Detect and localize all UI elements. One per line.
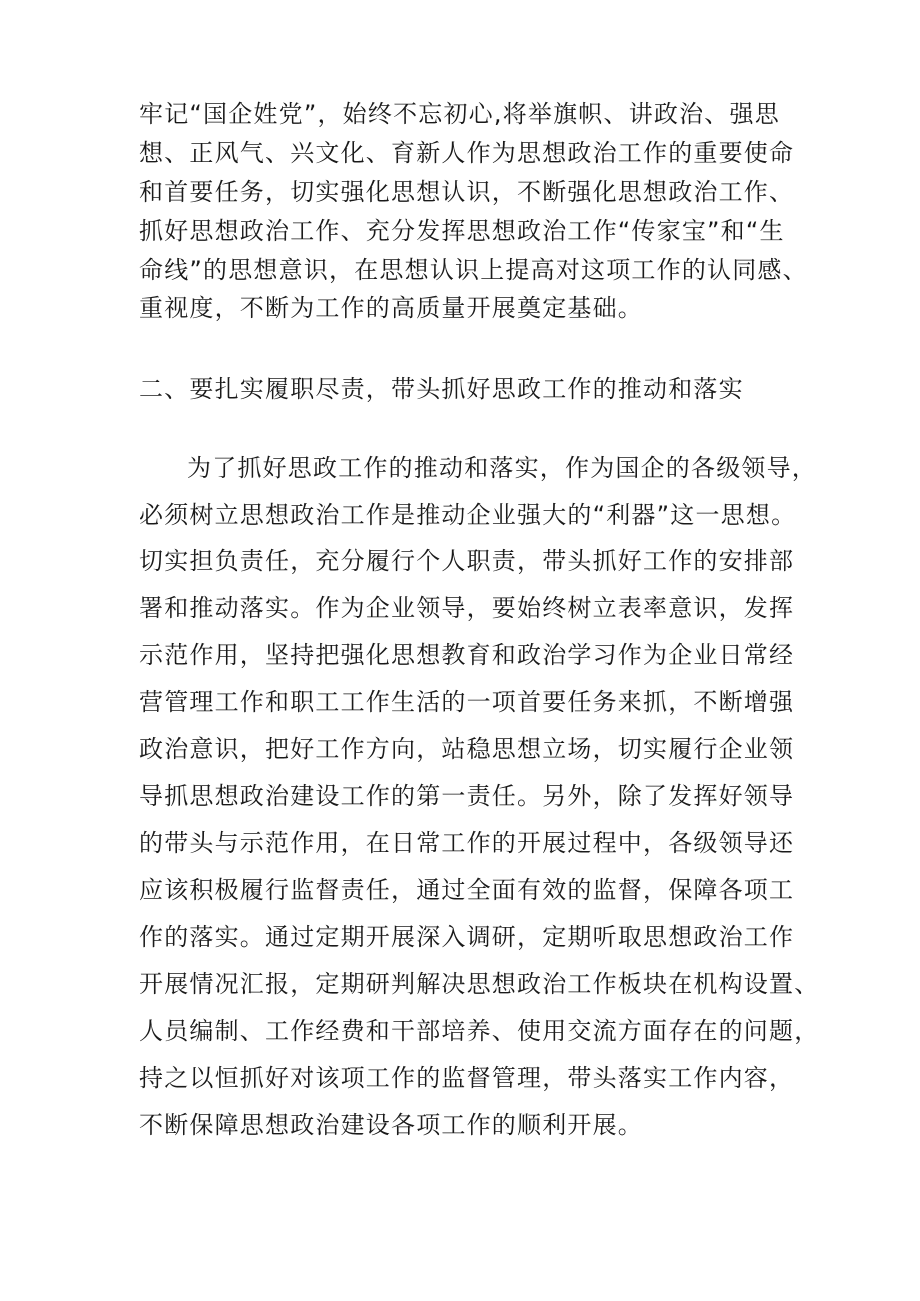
paragraph-2-line-10: 应该积极履行监督责任，通过全面有效的监督，保障各项工	[139, 876, 795, 904]
paragraph-2-line-1: 为了抓好思政工作的推动和落实，作为国企的各级领导，	[187, 454, 817, 482]
paragraph-2-line-5: 示范作用，坚持把强化思想教育和政治学习作为企业日常经	[139, 641, 795, 669]
paragraph-2-line-7: 政治意识，把好工作方向，站稳思想立场，切实履行企业领	[139, 735, 795, 763]
paragraph-1-line-2: 想、正风气、兴文化、育新人作为思想政治工作的重要使命	[139, 139, 795, 167]
paragraph-2-line-14: 持之以恒抓好对该项工作的监督管理，带头落实工作内容，	[139, 1064, 795, 1092]
paragraph-1-line-3: 和首要任务，切实强化思想认识，不断强化思想政治工作、	[139, 178, 795, 206]
paragraph-2-line-4: 署和推动落实。作为企业领导，要始终树立表率意识，发挥	[139, 594, 795, 622]
paragraph-2-line-11: 作的落实。通过定期开展深入调研，定期听取思想政治工作	[139, 923, 795, 951]
paragraph-1-line-6: 重视度，不断为工作的高质量开展奠定基础。	[139, 294, 643, 322]
paragraph-2-line-2: 必须树立思想政治工作是推动企业强大的“利器”这一思想。	[139, 501, 797, 529]
paragraph-1-line-4: 抓好思想政治工作、充分发挥思想政治工作“传家宝”和“生	[139, 217, 785, 245]
paragraph-2-line-9: 的带头与示范作用，在日常工作的开展过程中，各级领导还	[139, 829, 795, 857]
paragraph-2-line-13: 人员编制、工作经费和干部培养、使用交流方面存在的问题，	[139, 1017, 820, 1045]
paragraph-2-line-15: 不断保障思想政治建设各项工作的顺利开展。	[139, 1111, 643, 1139]
paragraph-2-line-6: 营管理工作和职工工作生活的一项首要任务来抓，不断增强	[139, 688, 795, 716]
paragraph-2-line-12: 开展情况汇报，定期研判解决思想政治工作板块在机构设置、	[139, 970, 820, 998]
section-heading: 二、要扎实履职尽责，带头抓好思政工作的推动和落实	[139, 375, 744, 403]
paragraph-2-line-3: 切实担负责任，充分履行个人职责，带头抓好工作的安排部	[139, 547, 795, 575]
paragraph-1-line-5: 命线”的思想意识，在思想认识上提高对这项工作的认同感、	[139, 256, 808, 284]
paragraph-2-line-8: 导抓思想政治建设工作的第一责任。另外，除了发挥好领导	[139, 782, 795, 810]
paragraph-1-line-1: 牢记“国企姓党”，始终不忘初心,将举旗帜、讲政治、强思	[139, 100, 780, 128]
